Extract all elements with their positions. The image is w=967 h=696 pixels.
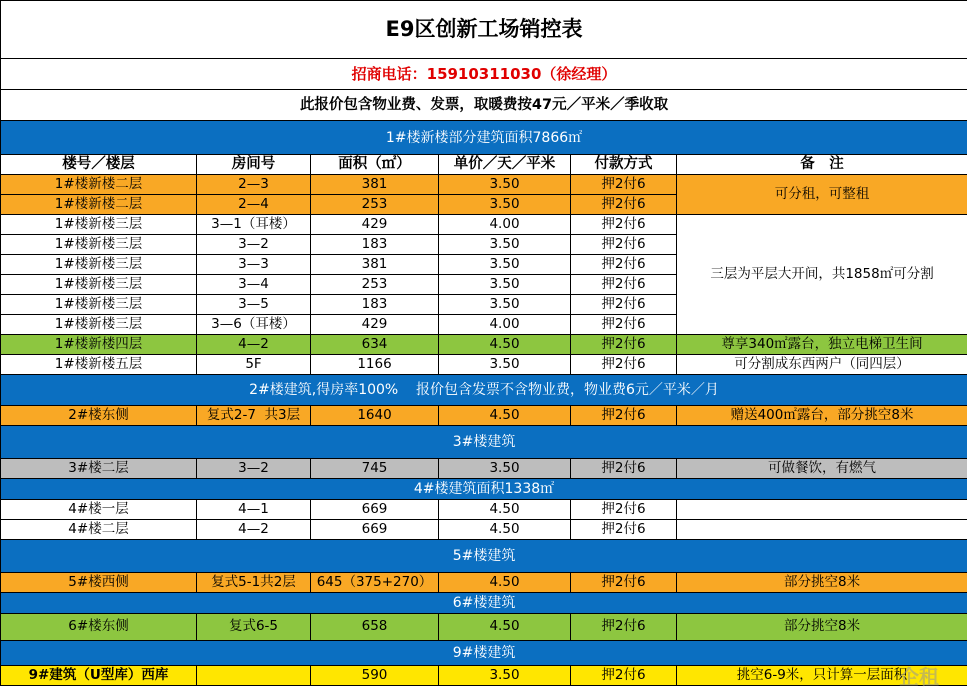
- cell-price: 4.50: [439, 520, 571, 540]
- cell-room: 4—2: [197, 520, 311, 540]
- cell-price: 4.50: [439, 500, 571, 520]
- cell-payment: 押2付6: [571, 666, 677, 686]
- cell-price: 4.50: [439, 406, 571, 426]
- section-b3: [1, 426, 967, 459]
- cell-floor: 1#楼新楼三层: [1, 215, 197, 235]
- cell-price: 3.50: [439, 235, 571, 255]
- cell-floor: 6#楼东侧: [1, 614, 197, 641]
- section-b3-label: 3#楼建筑: [1, 426, 967, 459]
- col-header-room: 房间号: [197, 155, 311, 175]
- cell-room: 3—1（耳楼）: [197, 215, 311, 235]
- table-row: [1, 175, 967, 195]
- cell-payment: 押2付6: [571, 215, 677, 235]
- section-b2-label: 2#楼建筑,得房率100% 报价包含发票不含物业费，物业费6元／平米／月: [1, 375, 967, 406]
- section-b4-label: 4#楼建筑面积1338㎡: [1, 479, 967, 500]
- table-row: [1, 666, 967, 686]
- cell-payment: 押2付6: [571, 520, 677, 540]
- col-header-price: 单价／天／平米: [439, 155, 571, 175]
- cell-floor: 1#楼新楼四层: [1, 335, 197, 355]
- col-header-payment: 付款方式: [571, 155, 677, 175]
- cell-floor: 1#楼新楼二层: [1, 175, 197, 195]
- cell-remark: 赠送400㎡露台，部分挑空8米: [677, 406, 967, 426]
- cell-price: 4.50: [439, 573, 571, 593]
- cell-room: 4—2: [197, 335, 311, 355]
- cell-floor: 3#楼二层: [1, 459, 197, 479]
- cell-floor: 1#楼新楼三层: [1, 315, 197, 335]
- price-note-row: [1, 90, 967, 121]
- cell-room: 3—3: [197, 255, 311, 275]
- section-b5-label: 5#楼建筑: [1, 540, 967, 573]
- cell-price: 3.50: [439, 295, 571, 315]
- cell-remark: 三层为平层大开间，共1858㎡可分割: [677, 215, 967, 335]
- cell-area: 253: [311, 195, 439, 215]
- cell-area: 745: [311, 459, 439, 479]
- section-b4: [1, 479, 967, 500]
- table-row: [1, 459, 967, 479]
- cell-area: 645（375+270）: [311, 573, 439, 593]
- cell-area: 658: [311, 614, 439, 641]
- cell-area: 669: [311, 500, 439, 520]
- section-b6: [1, 593, 967, 614]
- cell-room: 3—4: [197, 275, 311, 295]
- title-row: [1, 1, 967, 59]
- cell-area: 253: [311, 275, 439, 295]
- cell-payment: 押2付6: [571, 614, 677, 641]
- cell-area: 669: [311, 520, 439, 540]
- cell-remark: [677, 500, 967, 520]
- cell-price: 3.50: [439, 355, 571, 375]
- cell-remark: 可分割成东西两户（同四层）: [677, 355, 967, 375]
- cell-payment: 押2付6: [571, 255, 677, 275]
- cell-price: 4.00: [439, 215, 571, 235]
- cell-floor: 1#楼新楼三层: [1, 255, 197, 275]
- col-header-floor: 楼号／楼层: [1, 155, 197, 175]
- cell-area: 634: [311, 335, 439, 355]
- cell-price: 3.50: [439, 666, 571, 686]
- section-b9: [1, 641, 967, 666]
- table-row: [1, 215, 967, 235]
- cell-payment: 押2付6: [571, 500, 677, 520]
- cell-floor: 5#楼西侧: [1, 573, 197, 593]
- table-row: [1, 520, 967, 540]
- cell-payment: 押2付6: [571, 406, 677, 426]
- cell-floor: 1#楼新楼三层: [1, 235, 197, 255]
- cell-price: 4.50: [439, 614, 571, 641]
- cell-payment: 押2付6: [571, 275, 677, 295]
- table-row: [1, 500, 967, 520]
- cell-area: 183: [311, 295, 439, 315]
- cell-floor: 1#楼新楼三层: [1, 275, 197, 295]
- cell-payment: 押2付6: [571, 295, 677, 315]
- cell-remark: 尊享340㎡露台，独立电梯卫生间: [677, 335, 967, 355]
- phone-row: [1, 59, 967, 90]
- cell-floor: 1#楼新楼二层: [1, 195, 197, 215]
- cell-area: 429: [311, 315, 439, 335]
- cell-room: 2—4: [197, 195, 311, 215]
- cell-remark: 部分挑空8米: [677, 614, 967, 641]
- table-row: [1, 335, 967, 355]
- table-row: [1, 406, 967, 426]
- section-b1-label: 1#楼新楼部分建筑面积7866㎡: [1, 121, 967, 155]
- cell-remark: 可做餐饮，有燃气: [677, 459, 967, 479]
- cell-area: 429: [311, 215, 439, 235]
- cell-floor: 1#楼新楼五层: [1, 355, 197, 375]
- cell-area: 381: [311, 175, 439, 195]
- cell-payment: 押2付6: [571, 195, 677, 215]
- cell-area: 1166: [311, 355, 439, 375]
- cell-payment: 押2付6: [571, 175, 677, 195]
- cell-area: 183: [311, 235, 439, 255]
- sheet-title: E9区创新工场销控表: [1, 1, 967, 59]
- cell-price: 4.50: [439, 335, 571, 355]
- price-note: 此报价包含物业费、发票，取暖费按47元／平米／季收取: [1, 90, 967, 121]
- col-header-remark: 备 注: [677, 155, 967, 175]
- cell-floor: 2#楼东侧: [1, 406, 197, 426]
- table-row: [1, 573, 967, 593]
- cell-payment: 押2付6: [571, 459, 677, 479]
- cell-price: 3.50: [439, 459, 571, 479]
- cell-room: 复式2-7 共3层: [197, 406, 311, 426]
- cell-room: 3—6（耳楼）: [197, 315, 311, 335]
- cell-price: 4.00: [439, 315, 571, 335]
- cell-price: 3.50: [439, 255, 571, 275]
- cell-price: 3.50: [439, 175, 571, 195]
- cell-area: 590: [311, 666, 439, 686]
- cell-room: 复式6-5: [197, 614, 311, 641]
- cell-room: 4—1: [197, 500, 311, 520]
- cell-floor: 9#建筑（U型库）西库: [1, 666, 197, 686]
- cell-area: 381: [311, 255, 439, 275]
- cell-floor: 1#楼新楼三层: [1, 295, 197, 315]
- cell-payment: 押2付6: [571, 315, 677, 335]
- cell-room: 复式5-1共2层: [197, 573, 311, 593]
- section-b1: [1, 121, 967, 155]
- cell-room: 3—5: [197, 295, 311, 315]
- cell-payment: 押2付6: [571, 235, 677, 255]
- cell-room: 3—2: [197, 235, 311, 255]
- cell-remark: 部分挑空8米: [677, 573, 967, 593]
- cell-room: 2—3: [197, 175, 311, 195]
- cell-remark: 可分租，可整租: [677, 175, 967, 215]
- header-row: [1, 155, 967, 175]
- cell-area: 1640: [311, 406, 439, 426]
- section-b6-label: 6#楼建筑: [1, 593, 967, 614]
- cell-remark: [677, 520, 967, 540]
- cell-floor: 4#楼二层: [1, 520, 197, 540]
- section-b5: [1, 540, 967, 573]
- col-header-area: 面积（㎡）: [311, 155, 439, 175]
- cell-payment: 押2付6: [571, 573, 677, 593]
- cell-room: 3—2: [197, 459, 311, 479]
- table-row: [1, 355, 967, 375]
- table-row: [1, 614, 967, 641]
- watermark-text: 企租: [899, 665, 939, 689]
- section-b2: [1, 375, 967, 406]
- cell-room: [197, 666, 311, 686]
- cell-price: 3.50: [439, 195, 571, 215]
- cell-price: 3.50: [439, 275, 571, 295]
- contact-phone: 招商电话：15910311030（徐经理）: [1, 59, 967, 90]
- cell-payment: 押2付6: [571, 335, 677, 355]
- section-b9-label: 9#楼建筑: [1, 641, 967, 666]
- cell-floor: 4#楼一层: [1, 500, 197, 520]
- cell-payment: 押2付6: [571, 355, 677, 375]
- cell-remark: 挑空6-9米，只计算一层面积: [677, 666, 967, 686]
- cell-room: 5F: [197, 355, 311, 375]
